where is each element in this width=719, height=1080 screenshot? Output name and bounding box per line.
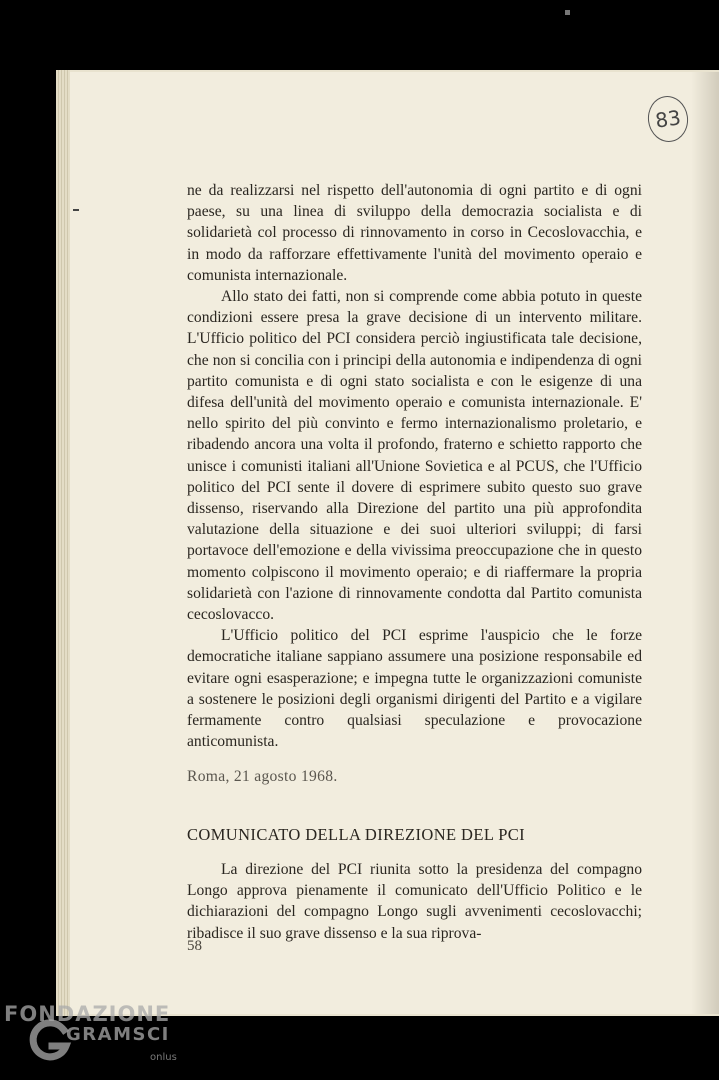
paragraph-1: ne da realizzarsi nel rispetto dell'autonomia di ogni partito e di ogni paese, su una linea di sviluppo della democrazia socialista e di solidarietà col processo di rinnovamento in corso in Cecoslovacchia, e in modo da rafforzare effettivamente l'unità del movimento operaio e comunista internazionale. [187,182,642,284]
handwritten-page-number-text: 83 [653,105,683,133]
section-paragraph: La direzione del PCI riunita sotto la presidenza del compagno Longo approva pienamente il comunicato dell'Ufficio Politico e le dichiarazioni del compagno Longo sugli avvenimenti cecoslovacchi; ribadisce il suo grave dissenso e la sua riprova- [187,860,642,942]
document-body [187,180,642,944]
watermark-suffix: onlus [150,1052,177,1063]
paragraph-3: L'Ufficio politico del PCI esprime l'auspicio che le forze democratiche italiane sappiano assumere una posizione responsabile ed evitare ogni esasperazione; e impegna tutte le organizzazioni comuniste a sostenere le posizioni degli organismi dirigenti del Partito e a vigilare fermamente contro qualsiasi speculazione e provocazione anticomunista. [187,627,642,751]
watermark-line1: FONDAZIONE [4,1002,171,1026]
section-title: COMUNICATO DELLA DIREZIONE DEL PCI [187,824,526,844]
watermark-logo [4,1000,224,1080]
margin-mark [73,209,79,211]
scan-mark [565,10,570,15]
page-edges [56,70,70,1016]
folio-page-number: 58 [187,938,202,954]
gutter-shadow [691,72,719,1014]
paragraph-2: Allo stato dei fatti, non si comprende come abbia potuto in queste condizioni essere presa la grave decisione di un intervento militare. L'Ufficio politico del PCI considera perciò ingiustificata tale decisione, che non si concilia con i principi della autonomia e indipendenza di ogni partito comunista e di ogni stato socialista e con le esigenze di una difesa dell'unità del movimento operaio e comunista internazionale. E' nello spirito del più convinto e fermo internazionalismo proletario, e ribadendo ancora una volta il profondo, fraterno e schietto rapporto che unisce i comunisti italiani all'Unione Sovietica e al PCUS, che l'Ufficio politico del PCI sente il dovere di esprimere subito questo suo grave dissenso, riservando alla Direzione del partito una più approfondita valutazione della situazione e dei suoi ulteriori sviluppi; di farsi portavoce dell'emozione e della vivissima preoccupazione che in questo momento colpiscono il movimento operaio; e di riaffermare la propria solidarietà con l'azione di rinnovamente condotta dal Partito comunista cecoslovacco. [187,288,642,624]
dateline: Roma, 21 agosto 1968. [187,768,338,786]
watermark-line2: GRAMSCI [66,1024,170,1045]
